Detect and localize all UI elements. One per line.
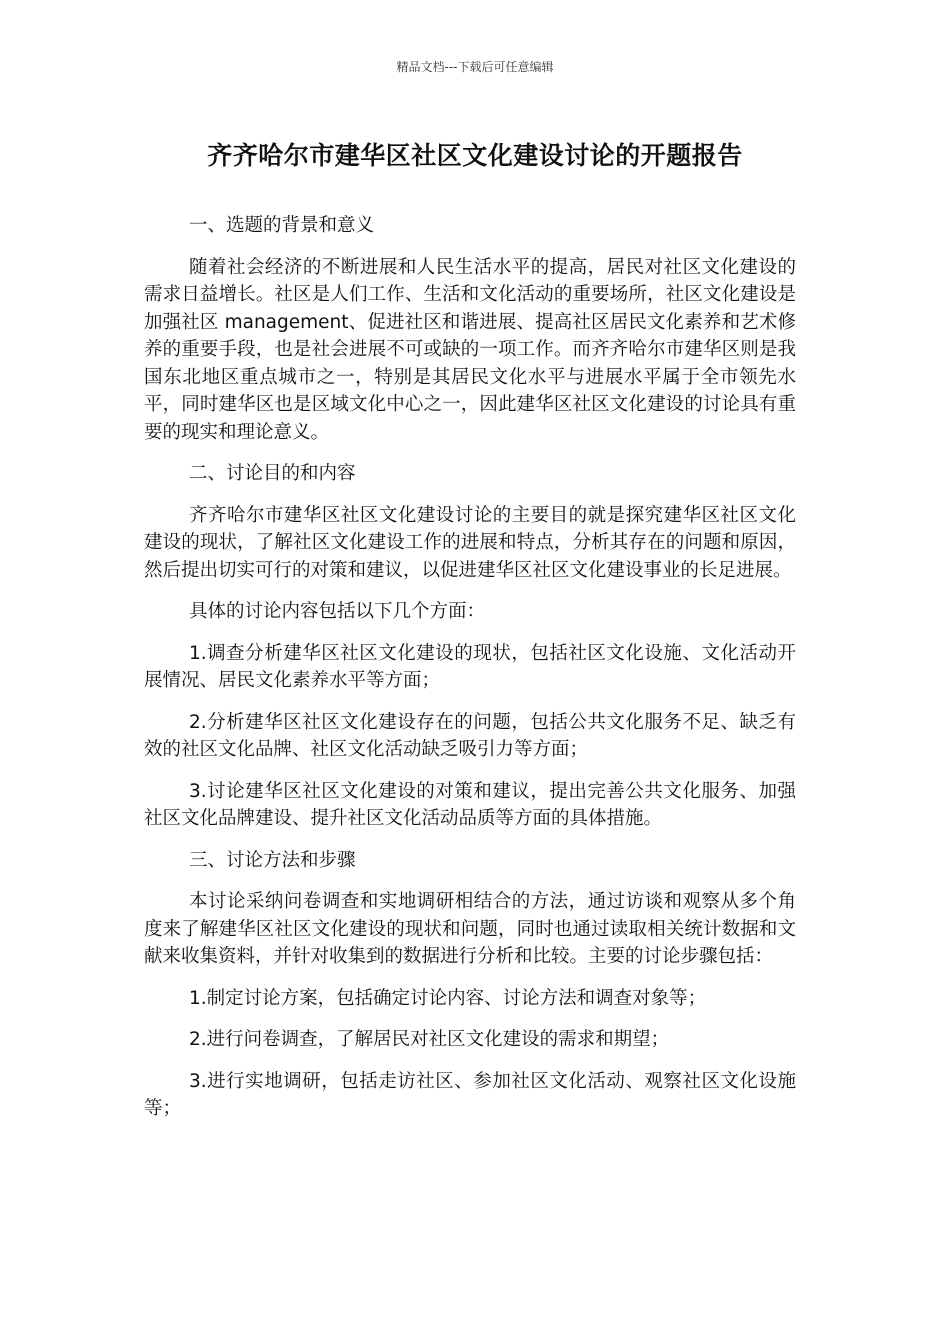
header-note: 精品文档---下载后可任意编辑 — [396, 60, 554, 74]
list-item: 2.分析建华区社区文化建设存在的问题，包括公共文化服务不足、缺乏有效的社区文化品牌、社区文化活动缺乏吸引力等方面； — [144, 711, 796, 760]
paragraph-content-intro: 具体的讨论内容包括以下几个方面： — [189, 601, 486, 622]
list-item: 3.讨论建华区社区文化建设的对策和建议，提出完善公共文化服务、加强社区文化品牌建设、提升社区文化活动品质等方面的具体措施。 — [144, 780, 796, 829]
section-heading-objectives: 二、讨论目的和内容 — [189, 463, 356, 484]
list-item: 3.进行实地调研，包括走访社区、参加社区文化活动、观察社区文化设施等； — [144, 1070, 796, 1119]
paragraph-objectives: 齐齐哈尔市建华区社区文化建设讨论的主要目的就是探究建华区社区文化建设的现状，了解社区文化建设工作的进展和特点，分析其存在的问题和原因，然后提出切实可行的对策和建议，以促进建华区社区文化建设事业的长足进展。 — [144, 504, 796, 581]
document-title: 齐齐哈尔市建华区社区文化建设讨论的开题报告 — [207, 141, 743, 170]
list-item: 1.制定讨论方案，包括确定讨论内容、讨论方法和调查对象等； — [189, 987, 707, 1009]
list-item: 2.进行问卷调查，了解居民对社区文化建设的需求和期望； — [189, 1029, 670, 1050]
paragraph-methods: 本讨论采纳问卷调查和实地调研相结合的方法，通过访谈和观察从多个角度来了解建华区社区文化建设的现状和问题，同时也通过读取相关统计数据和文献来收集资料，并针对收集到的数据进行分析和比较。主要的讨论步骤包括： — [144, 891, 796, 967]
list-item: 1.调查分析建华区社区文化建设的现状，包括社区文化设施、文化活动开展情况、居民文化素养水平等方面； — [144, 642, 796, 691]
section-heading-background: 一、选题的背景和意义 — [189, 215, 375, 236]
document-body — [144, 212, 796, 1137]
paragraph-background: 随着社会经济的不断进展和人民生活水平的提高，居民对社区文化建设的需求日益增长。社区是人们工作、生活和文化活动的重要场所，社区文化建设是加强社区 management、促进社区和谐进展、提高社区居民文化素养和艺术修养的重要手段，也是社会进展不可或缺的一项工作。而齐齐哈尔市建华区则是我国东北地区重点城市之一，特别是其居民文化水平与进展水平属于全市领先水平，同时建华区也是区域文化中心之一，因此建华区社区文化建设的讨论具有重要的现实和理论意义。 — [144, 256, 796, 443]
section-heading-methods: 三、讨论方法和步骤 — [189, 849, 356, 871]
